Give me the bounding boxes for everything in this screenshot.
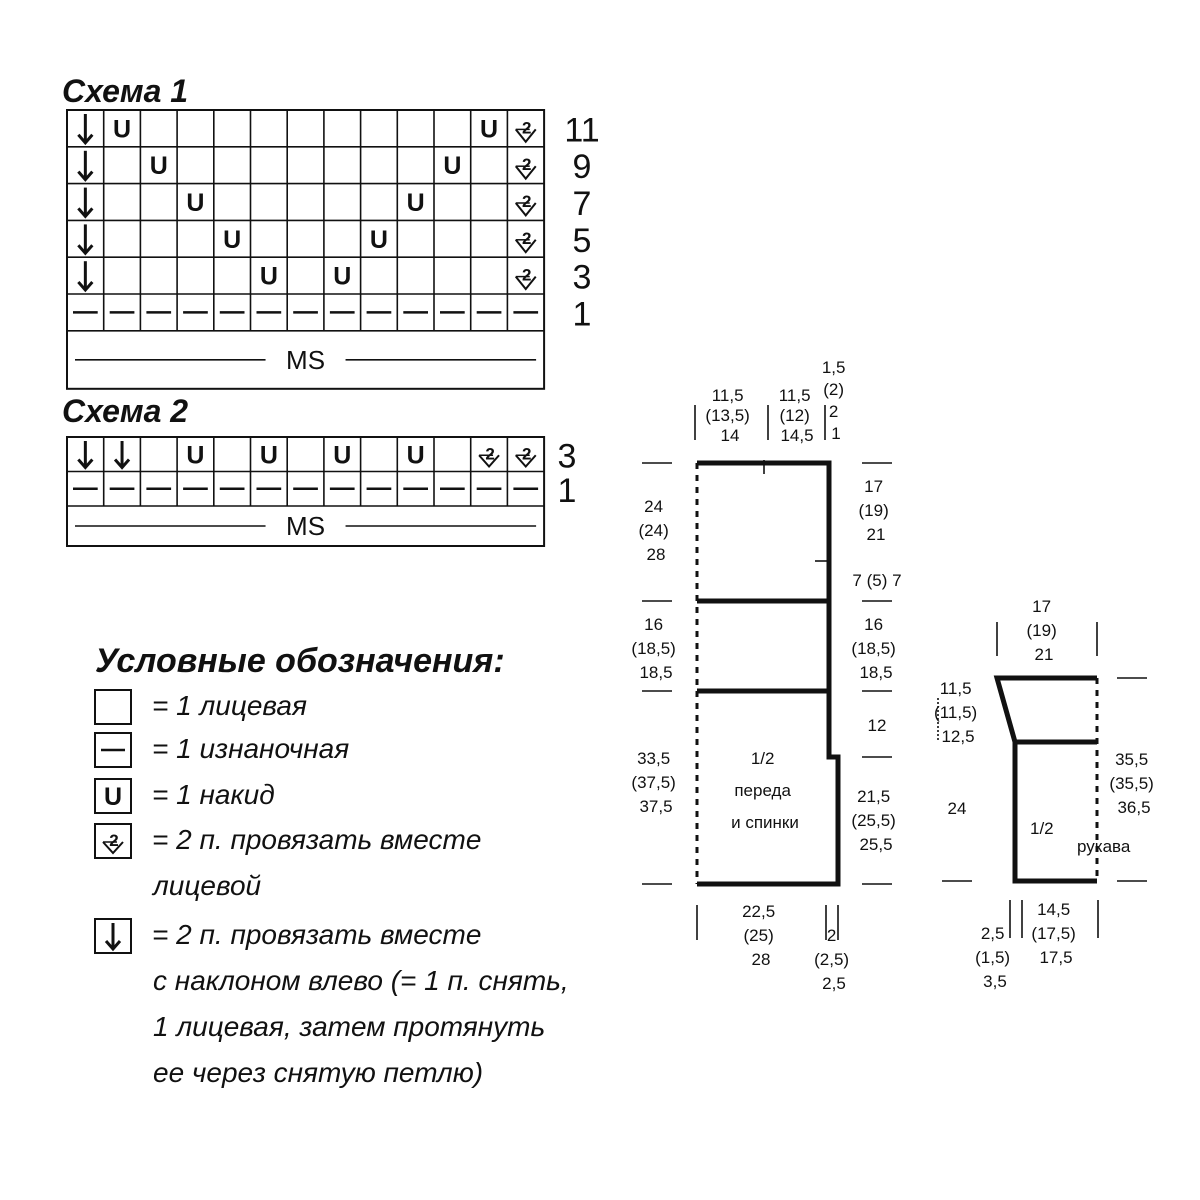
yarn-over-icon: U	[186, 189, 205, 217]
sleeve-pattern	[934, 597, 1159, 991]
sleeve-label-2: рукава	[1077, 837, 1131, 856]
legend-item	[95, 824, 481, 901]
chart-cell	[516, 155, 536, 178]
legend-text: = 1 изнаночная	[152, 733, 350, 764]
sleeve-right-dims: 35,5 (35,5) 36,5	[1109, 750, 1154, 817]
sleeve-bottom-side-dims: 2,5 (1,5) 3,5	[975, 924, 1011, 991]
sleeve-top-dims: 17 (19) 21	[1026, 597, 1057, 664]
yarn-over-icon: U	[480, 115, 499, 144]
legend-item	[95, 690, 307, 724]
chart-cell	[260, 263, 278, 291]
body-outline-middle	[697, 601, 829, 691]
body-left-upper-dims: 24 (24) 28	[638, 497, 669, 564]
down-arrow-icon	[78, 441, 92, 468]
legend-title: Условные обозначения:	[95, 642, 505, 680]
row-number: 9	[572, 148, 592, 187]
ms-label: MS	[286, 511, 326, 541]
down-arrow-icon	[78, 188, 92, 217]
down-arrow-icon	[115, 441, 129, 468]
chart-cell	[516, 266, 536, 289]
yarn-over-icon: U	[333, 262, 352, 291]
body-left-lower-dims: 33,5 (37,5) 37,5	[631, 749, 676, 816]
chart-cell	[113, 115, 131, 143]
chart-cell	[78, 188, 92, 217]
body-label: 1/2 переда и спинки	[731, 749, 799, 832]
chart-cell	[186, 441, 204, 469]
legend-item	[95, 919, 569, 1088]
chart-cell	[516, 118, 536, 141]
body-right-1-dims: 17 (19) 21	[858, 477, 889, 544]
knit-two-together-icon	[516, 192, 536, 215]
legend-text: 1 лицевая, затем протянуть	[153, 1011, 546, 1042]
chart-cell	[516, 444, 536, 466]
legend-text: = 1 лицевая	[152, 690, 307, 721]
knit-two-together-icon	[516, 155, 536, 178]
body-pattern	[631, 358, 901, 993]
ms-label: MS	[286, 344, 326, 375]
legend-text: ее через снятую петлю)	[153, 1057, 484, 1088]
chart-cell	[186, 189, 204, 217]
svg-text:2: 2	[485, 444, 495, 464]
schema2-grid	[67, 437, 544, 546]
legend-text: = 2 п. провязать вместе	[152, 919, 482, 950]
chart-cell	[78, 261, 92, 290]
yarn-over-icon: U	[259, 262, 278, 291]
body-left-mid-dims: 16 (18,5) 18,5	[631, 615, 676, 682]
knit-two-together-icon	[516, 118, 536, 141]
legend-item	[95, 779, 275, 813]
svg-text:2: 2	[522, 444, 532, 464]
yarn-over-icon: U	[103, 783, 123, 811]
yarn-over-icon: U	[223, 225, 242, 254]
chart-cell	[78, 441, 92, 468]
legend-text: лицевой	[153, 870, 262, 901]
chart-cell	[115, 441, 129, 468]
down-arrow-icon	[78, 114, 92, 143]
yarn-over-icon: U	[443, 152, 462, 181]
schema1-title: Схема 1	[62, 73, 189, 109]
chart-cell	[78, 224, 92, 253]
row-number: 7	[572, 185, 592, 223]
yarn-over-icon: U	[406, 189, 425, 217]
row-number: 1	[557, 471, 577, 510]
chart-cell	[260, 441, 278, 469]
chart-cell	[78, 114, 92, 143]
legend-swatch	[95, 690, 131, 724]
chart-cell	[407, 441, 425, 469]
sleeve-label: 1/2	[1030, 819, 1054, 838]
svg-text:2: 2	[522, 265, 532, 285]
body-top-right-dims: 1,5 (2) 2 1	[821, 358, 846, 443]
yarn-over-icon: U	[333, 441, 352, 470]
legend-text: = 2 п. провязать вместе	[152, 824, 482, 855]
yarn-over-icon: U	[113, 115, 132, 144]
legend-item	[95, 733, 349, 767]
knit-two-together-icon	[516, 444, 536, 466]
knit-two-together-icon	[516, 266, 536, 289]
legend-text: = 1 накид	[152, 779, 275, 810]
down-arrow-icon	[78, 151, 92, 180]
chart-cell	[150, 152, 168, 180]
chart-cell	[480, 115, 498, 143]
body-right-2-dims: 7 (5) 7	[852, 571, 902, 590]
row-number: 3	[572, 258, 592, 297]
chart-cell	[516, 192, 536, 215]
yarn-over-icon: U	[369, 225, 388, 254]
legend-text: с наклоном влево (= 1 п. снять,	[153, 965, 569, 996]
knit-two-together-icon	[479, 444, 499, 466]
chart-cell	[443, 152, 461, 180]
body-bottom-side-dims: 2 (2,5) 2,5	[814, 926, 850, 993]
down-arrow-icon	[78, 224, 92, 253]
body-top-left-dims: 11,5 (13,5) 14	[705, 386, 750, 445]
body-right-3-dims: 16 (18,5) 18,5	[851, 615, 896, 682]
sleeve-left-top-dims: 11,5 (11,5) 12,5	[934, 679, 978, 746]
row-number: 5	[572, 221, 592, 260]
body-top-mid-dims: 11,5 (12) 14,5	[778, 386, 814, 445]
schema1-row-numbers	[564, 111, 599, 333]
yarn-over-icon: U	[149, 152, 168, 181]
chart-cell	[516, 229, 536, 252]
body-right-5-dims: 21,5 (25,5) 25,5	[851, 787, 896, 854]
svg-text:2: 2	[109, 831, 119, 850]
svg-text:2: 2	[522, 118, 532, 138]
body-right-4-dims: 12	[867, 716, 887, 735]
chart-cell	[407, 189, 425, 217]
yarn-over-icon: U	[186, 441, 205, 470]
yarn-over-icon: U	[259, 441, 278, 470]
chart-cell	[78, 151, 92, 180]
svg-text:2: 2	[522, 192, 532, 211]
svg-text:2: 2	[522, 155, 532, 175]
chart-cell	[333, 441, 351, 469]
body-guides	[642, 405, 892, 940]
schema1-grid	[67, 110, 544, 389]
chart-cell	[479, 444, 499, 466]
chart-cell	[333, 263, 351, 291]
chart-cell	[223, 226, 241, 254]
sleeve-left-mid-dims: 24	[947, 799, 967, 818]
schema2-row-numbers	[558, 437, 577, 510]
sleeve-bottom-main-dims: 14,5 (17,5) 17,5	[1031, 900, 1076, 967]
svg-text:2: 2	[522, 228, 532, 248]
schema2-title: Схема 2	[62, 393, 189, 429]
row-number: 3	[557, 437, 577, 476]
row-number: 1	[572, 295, 592, 334]
row-number: 11	[564, 111, 600, 150]
down-arrow-icon	[78, 261, 92, 290]
body-bottom-main-dims: 22,5 (25) 28	[742, 902, 776, 969]
yarn-over-icon: U	[406, 441, 425, 470]
legend	[95, 690, 569, 1088]
chart-cell	[370, 226, 388, 254]
knit-two-together-icon	[516, 229, 536, 252]
body-outline-top	[697, 463, 829, 601]
